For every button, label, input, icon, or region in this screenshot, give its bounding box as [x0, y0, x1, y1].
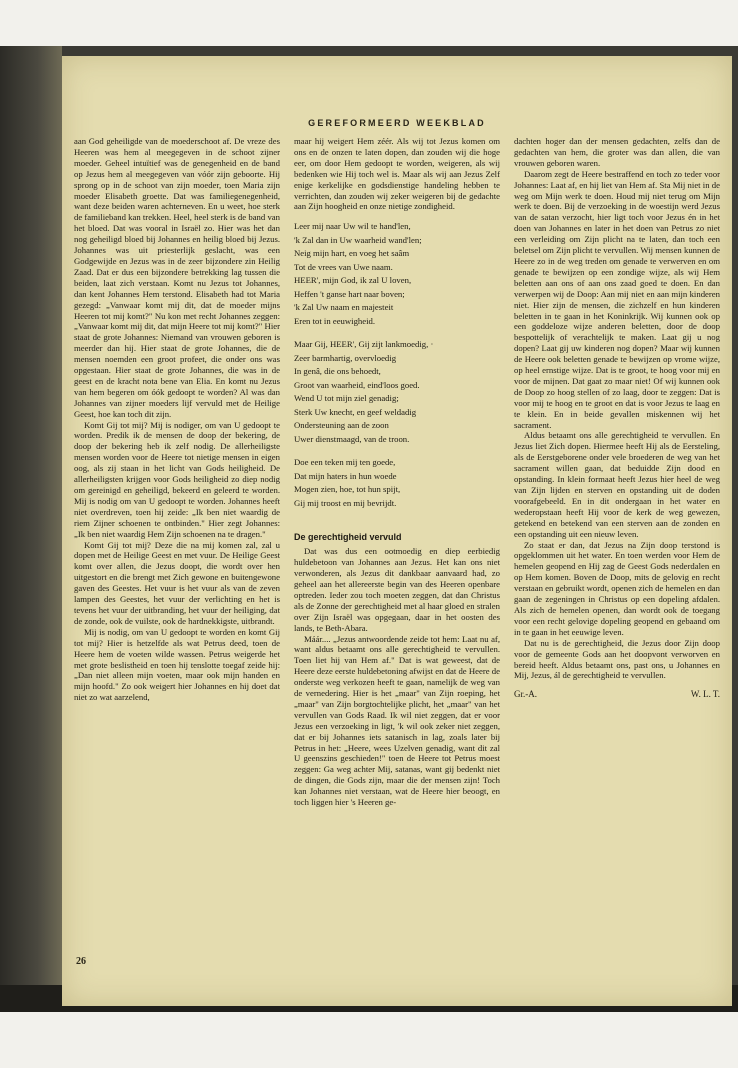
paragraph: aan God geheiligde van de moederschoot af. De vreze des Heeren was hem al meegegeven in de schoot zijner moeder. Geheel intuïtief was de genegenheid en de band op Jezus hem al meegegeven van vóór zijn geboorte. Hij sprong op in de schoot van zijn moeder, toen Maria zijn moeder Elisabeth groette. Dat was familiegenegenheid, want deze beiden waren achterneven. En u weet, hoe sterk de familieband kan trekken. Heel, heel sterk is de band van het bloed. Dat was vooral in Israël zo. Hier was het dan nog geheiligd bloed bij Johannes en heilig bloed bij Jezus. Johannes was uit priesterlijk geslacht, was een Godgewijde en Jezus was in de zeer bijzondere zin Heilig Zaad. Dat er dus een bijzondere betrekking lag tussen die beiden, laat zich verstaan. Komt nu Jezus tot Johannes, dan kent Johannes Hem terstond. Elisabeth had tot Maria gezegd: „Vanwaar komt mij dit, dat de moeder mijns Heeren tot mij komt?" Nu kon met recht Johannes zeggen: „Vanwaar komt mij dit, dat mijn Heere tot mij komt?" Hier staat de grote Johannes: Niemand van vrouwen geboren is meerder dan hij. Hier staat de grote Johannes, die de mensen noemden een groot profeet, die onder ons was opgestaan. Hier staat de grote Johannes, die was in de geest en de kracht nota bene van Elia. En komt nu Jezus van hem begeren om óók gedoopt te worden? Al was dan Johannes van zijner moeders lijf vervuld met de Heilige Geest, hoe kan toch dit zijn. [74, 136, 280, 419]
section-heading: De gerechtigheid vervuld [294, 532, 402, 543]
psalm-verse-3 [294, 456, 500, 510]
paragraph: Máár.... „Jezus antwoordende zeide tot hem: Laat nu af, want aldus betaamt ons alle gerechtigheid te vervullen. Toen liet hij van Hem af." Dat is wat geweest, dat de Heere deze eerste huldebetoning afwijst en dat de Heere de onderste weg verkozen heeft te gaan, namelijk de weg van de vernedering. Hier is het „maar" van Zijn roeping, het „maar" van Zijn borgtochtelijke plicht, het „maar" van het vervullen van Gods Raad. Ik wil niet zeggen, dat er voor Jezus een verzoeking in ligt, 'k wil ook zeker niet zeggen, dat er bij Johannes iets satanisch in lag, zoals later bij Petrus in het: „Heere, wees Uzelven genadig, want dit zal U geenszins geschieden!" toen de Heere tot Petrus moest zeggen: Ga weg achter Mij, satanas, want gij bedenkt niet de dingen, die Gods zijn, maar die der mensen zijn! Toch kan Johannes niet verstaan, wat de Heere hier beoogt, en toch liggen hier 's Heeren ge- [294, 633, 500, 808]
verse-line: Neig mijn hart, en voeg het saâm [294, 248, 410, 259]
paragraph: dachten hoger dan der mensen gedachten, zelfs dan de gedachten van hem, die groter was dan allen, die van vrouwen geboren waren. [514, 136, 720, 168]
verse-line: Sterk Uw knecht, en geef weldadig [294, 406, 417, 417]
running-head: GEREFORMEERD WEEKBLAD [308, 118, 486, 128]
verse-line: Groot van waarheid, eind'loos goed. [294, 379, 420, 390]
verse-line: 'k Zal dan in Uw waarheid wand'len; [294, 234, 422, 245]
verse-line: Gij mij troost en mij bevrijdt. [294, 497, 397, 508]
paragraph: Komt Gij tot mij? Mij is nodiger, om van U gedoopt te worden. Predik ik de mensen de doop der bekering, de doop der bekering heb ik zelf nodig. De allerheiligste mensen worden voor de Heere tot nietige mensen in eigen oog, als zij staan in het licht van Gods heiligheid. De allerheiligsten krijgen voor Gods heiligheid zo diep nodig om gereinigd en geheiligd, bekeerd en geleerd te worden. Mij is nodig om van U gedoopt te worden. Johannes heeft niet overdreven, toen hij zeide: „Ik ben niet waardig de riem Zijner schoenen te ontbinden." Hier zegt Johannes: „Ik ben niet waardig Hem Zijn schoenen na te dragen." [74, 419, 280, 539]
verse-line: Dat mijn haters in hun woede [294, 470, 397, 481]
verse-line: In genâ, die ons behoedt, [294, 366, 381, 377]
paragraph: Zo staat er dan, dat Jezus na Zijn doop terstond is opgeklommen uit het water. En toen werden voor Hem de hemelen geopend en Hij zag de Geest Gods nederdalen en op Hem komen. Boven de Doop, mits de gelovig en recht verstaan en gebruikt wordt, openen zich de hemelen en dan gaan de zegeningen in Christus op een dopeling afdalen. Als zich de hemelen openen, dan wordt ook de toegang voor een recht gelovige dopeling geopend en gebaand om in te gaan in het eeuwige leven. [514, 539, 721, 637]
verse-line: Tot de vrees van Uwe naam. [294, 261, 393, 272]
verse-line: 'k Zal Uw naam en majesteit [294, 302, 394, 313]
verse-line: Heffen 't ganse hart naar boven; [294, 288, 405, 299]
paragraph: maar hij weigert Hem zéér. Als wij tot Jezus komen om ons en de onzen te laten dopen, dan zouden wij die hoge eer, om door Hem gedoopt te worden, weigeren, als wij bedenken wie Hij toch wel is. Maar als wij aan Jezus Zelf enige kerkelijke en godsdienstige handeling hebben te verrichten, dan zouden wij zeker weigeren bij de gedachte aan Zijn hoogheid en onze nietige zondigheid. [294, 136, 500, 212]
verse-line: HEER', mijn God, ik zal U loven, [294, 275, 412, 286]
verse-line: Uwer dienstmaagd, van de troon. [294, 433, 410, 444]
verse-line: Mogen zien, hoe, tot hun spijt, [294, 484, 401, 495]
binding-shadow [0, 46, 62, 1012]
signature-row [514, 689, 720, 700]
signature-initials: W. L. T. [690, 689, 720, 700]
verse-line: Ondersteuning aan de zoon [294, 420, 389, 431]
verse-line: Eren tot in eeuwigheid. [294, 315, 376, 326]
psalm-verse-2 [294, 338, 500, 446]
paragraph: Dat was dus een ootmoedig en diep eerbiedig huldebetoon van Johannes aan Jezus. Het kan ons niet verwonderen, als Jezus dit dankbaar aanvaard had, zo geheel aan het allereerste begin van des Heeren openbare optreden. Ieder zou toch moeten zeggen, dat dan Christus als de Zonne der gerechtigheid met al haar gloed en stralen over Zijn Israël was opgegaan, daar in het oosten des lands, te Beth-Abara. [294, 546, 500, 633]
verse-line: Maar Gij, HEER', Gij zijt lankmoedig, · [294, 339, 434, 350]
paragraph: Komt Gij tot mij? Deze die na mij komen zal, zal u dopen met de Heilige Geest en met vuur. De Heilige Geest komt over allen, die Jezus doopt, die wordt over hen uitgestort en die brengt met Zich gewone en buitengewone gaven des Geestes. Het vuur is het vuur als van de zeven lampen des Geestes, het vuur der verlichting en het is tevens het vuur der uitbranding, het vuur der heiliging, dat de zonde, ook de vuilste, ook de hardnekkigste, uitbrandt. [74, 539, 280, 626]
paragraph: Daarom zegt de Heere bestraffend en toch zo teder voor Johannes: Laat af, en hij liet van Hem af. Sta Mij niet in de weg om Mijn werk te doen. Houd mij niet terug om Mijn werk te doen. Bij de verzoeking in de woestijn werd Jezus van de satan verzocht, hier ligt toch voor Jezus én in het doen van Johannes en later in het doen van Petrus zo niet een verleiding om Zijn plicht na te laten, dan toch een beletsel om Zijn plicht te vervullen. Wij mensen kunnen de Heere zo in de weg treden om genade te verwerven en om genade te bewijzen op een zondige wijze, als wij Hem beletten aan ons of aan ons zaad goed te doen. En dan verwerpen wij de Doop: Aan mij niet en aan mijn kinderen niet. Hier zijn de mensen, die zichzelf en hun kinderen beletten in te gaan in het Koninkrijk. Wij kunnen ook op een goddeloze wijze anderen beletten, door de doop bespottelijk of verachtelijk te maken. Laat gij u nog dopen? Laat gij uw kinderen nog dopen? Maar wij kunnen de Heere ook beletten genade te bewijzen op vrome wijze, op heel ernstige wijze. Dat is te groot, te hoog voor mij en voor de mijnen. Dat gaat zo maar niet! Of wij kunnen ook de Doop zo hoog stellen of zo laag, door te zeggen: Dat is voor mij te hoog en te groot en dat is voor Jezus te laag en te klein. En in beide gevallen miskennen wij het sacrament. [514, 168, 720, 430]
verse-line: Doe een teken mij ten goede, [294, 457, 396, 468]
magazine-page [62, 56, 732, 1006]
paragraph: Aldus betaamt ons alle gerechtigheid te vervullen. En Jezus liet Zich dopen. Hiermee heeft Hij als de Eersteling, als de Eerstgeborene onder vele broederen de weg van het sacrament willen gaan, dat beduidde Zijn dood en opstanding. In klein formaat heeft Jezus hier heel de weg van Zijn lijden en sterven en opstanding uit de doden voorafgebeeld. En in dit ondergaan in het water en wederopstaan heeft Hij voor de kerk de weg gewezen, getekend en betekend van een sterven aan de zonden en een opstanding uit een nieuw leven. [514, 430, 720, 539]
text-column-1 [74, 136, 280, 703]
paragraph: Mij is nodig, om van U gedoopt te worden en komt Gij tot mij? Hier is hetzelfde als wat Petrus deed, toen de Heere hem de voeten wilde wassen. Petrus weigerde het met grote beslistheid en toen hij tenslotte toegaf zeide hij: „Dan niet alleen mijn voeten, maar ook mijn handen en mijn hoofd." Zo ook weigert hier Johannes en hij doet dat niet zo wat aarzelend, [74, 626, 280, 703]
signature-place: Gr.-A. [514, 689, 537, 700]
page-number: 26 [76, 956, 86, 967]
verse-line: Leer mij naar Uw wil te hand'len, [294, 221, 411, 232]
text-column-3 [514, 136, 720, 700]
verse-line: Wend U tot mijn ziel genadig; [294, 393, 399, 404]
psalm-verse-1 [294, 220, 500, 328]
verse-line: Zeer barmhartig, overvloedig [294, 352, 397, 363]
text-column-2 [294, 136, 500, 808]
paragraph: Dat nu is de gerechtigheid, die Jezus door Zijn doop voor de gemeente Gods aan het doopvont verworven en bereid heeft. Aldus betaamt ons, past ons, u Johannes en Mij, Jezus, ál de gerechtigheid te vervullen. [514, 637, 720, 681]
